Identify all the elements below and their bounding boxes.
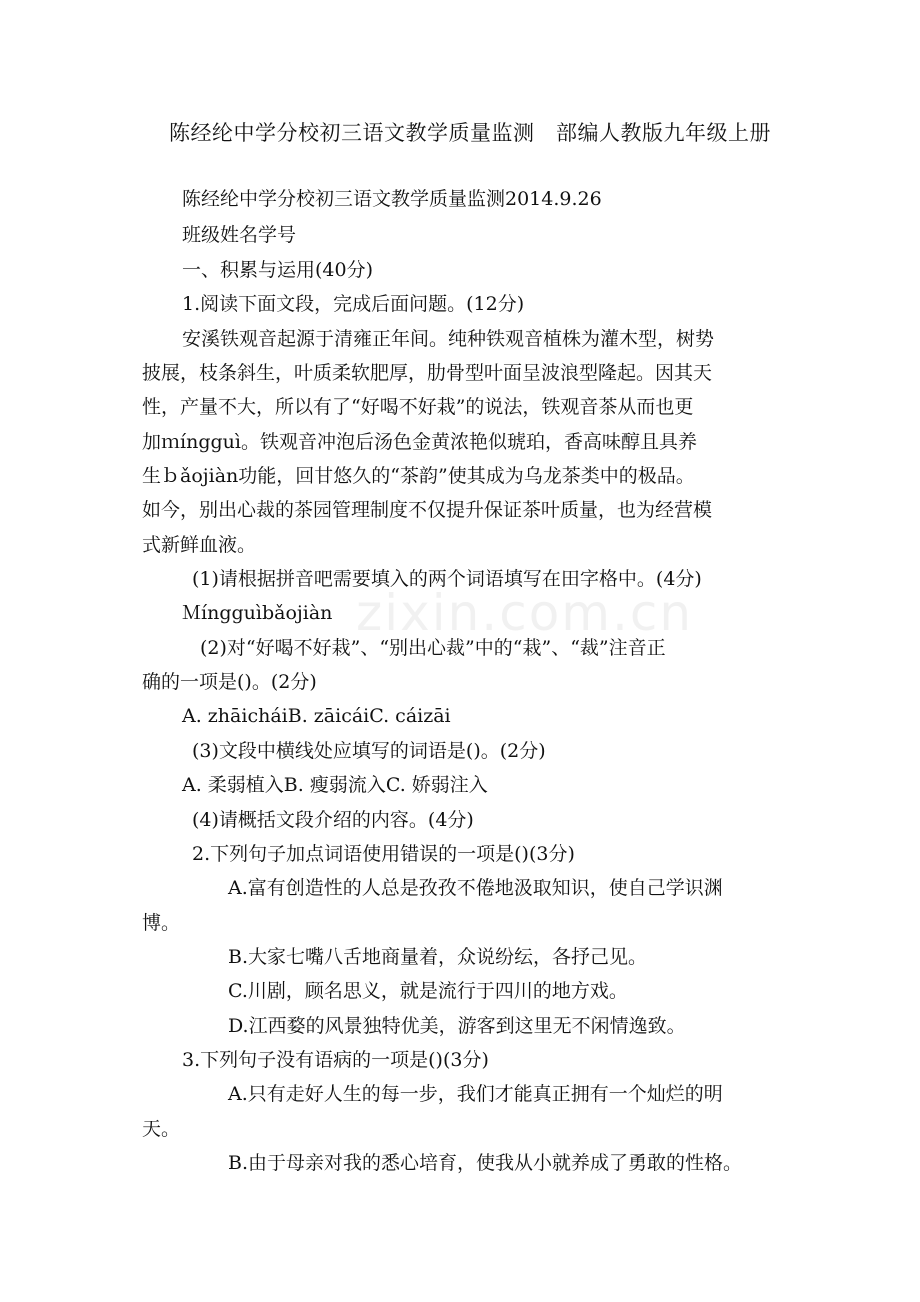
passage-line: 式新鲜血液。 [142,534,257,556]
subquestion-2: (2)对“好喝不好栽”、“别出心裁”中的“栽”、“裁”注音正 [200,637,666,659]
subquestion-4: (4)请概括文段介绍的内容。(4分) [192,809,474,831]
exam-header: 陈经纶中学分校初三语文教学质量监测2014.9.26 [182,188,602,210]
option-b: B.大家七嘴八舌地商量着，众说纷纭，各抒己见。 [228,946,648,968]
options-line: A. zhāicháiB. zāicáiC. cáizāi [182,705,451,727]
passage-line: 如今，别出心裁的茶园管理制度不仅提升保证茶叶质量，也为经营模 [142,499,713,521]
option-c: C.川剧，顾名思义，就是流行于四川的地方戏。 [228,980,628,1002]
question-1: 1.阅读下面文段，完成后面问题。(12分) [182,293,525,315]
option-d: D.江西婺的风景独特优美，游客到这里无不闲情逸致。 [228,1015,686,1037]
subquestion-2-cont: 确的一项是()。(2分) [142,671,317,693]
passage-line: 加ｍíngguì。铁观音冲泡后汤色金黄浓艳似琥珀，香高味醇且具养 [142,431,697,453]
option-b: B.由于母亲对我的悉心培育，使我从小就养成了勇敢的性格。 [228,1152,743,1174]
passage-line: 性，产量不大，所以有了“好喝不好栽”的说法，铁观音茶从而也更 [142,396,694,418]
question-3: 3.下列句子没有语病的一项是()(3分) [182,1049,489,1071]
pinyin-line: Ｍíngguìbǎojiàn [182,602,333,624]
subquestion-3: (3)文段中横线处应填写的词语是()。(2分) [192,740,546,762]
options-line: A. 柔弱植入B. 瘦弱流入C. 娇弱注入 [182,774,488,796]
question-2: 2.下列句子加点词语使用错误的一项是()(3分) [192,843,575,865]
student-info-line: 班级姓名学号 [182,224,297,246]
subquestion-1: (1)请根据拼音吧需要填入的两个词语填写在田字格中。(4分) [192,568,702,590]
passage-line: 安溪铁观音起源于清雍正年间。纯种铁观音植株为灌木型，树势 [182,328,715,350]
option-a: A.富有创造性的人总是孜孜不倦地汲取知识，使自己学识渊 [228,877,723,899]
page-title: 陈经纶中学分校初三语文教学质量监测 部编人教版九年级上册 [169,121,771,145]
option-a-cont: 天。 [142,1118,181,1140]
passage-line: 生ｂǎojiàn功能，回甘悠久的“茶韵”使其成为乌龙茶类中的极品。 [142,465,695,487]
passage-line: 披展，枝条斜生，叶质柔软肥厚，肋骨型叶面呈波浪型隆起。因其天 [142,362,713,384]
watermark: zixin.com.cn [356,584,694,642]
option-a-cont: 博。 [142,912,181,934]
option-a: A.只有走好人生的每一步，我们才能真正拥有一个灿烂的明 [228,1083,723,1105]
section-heading: 一、积累与运用(40分) [182,259,374,281]
